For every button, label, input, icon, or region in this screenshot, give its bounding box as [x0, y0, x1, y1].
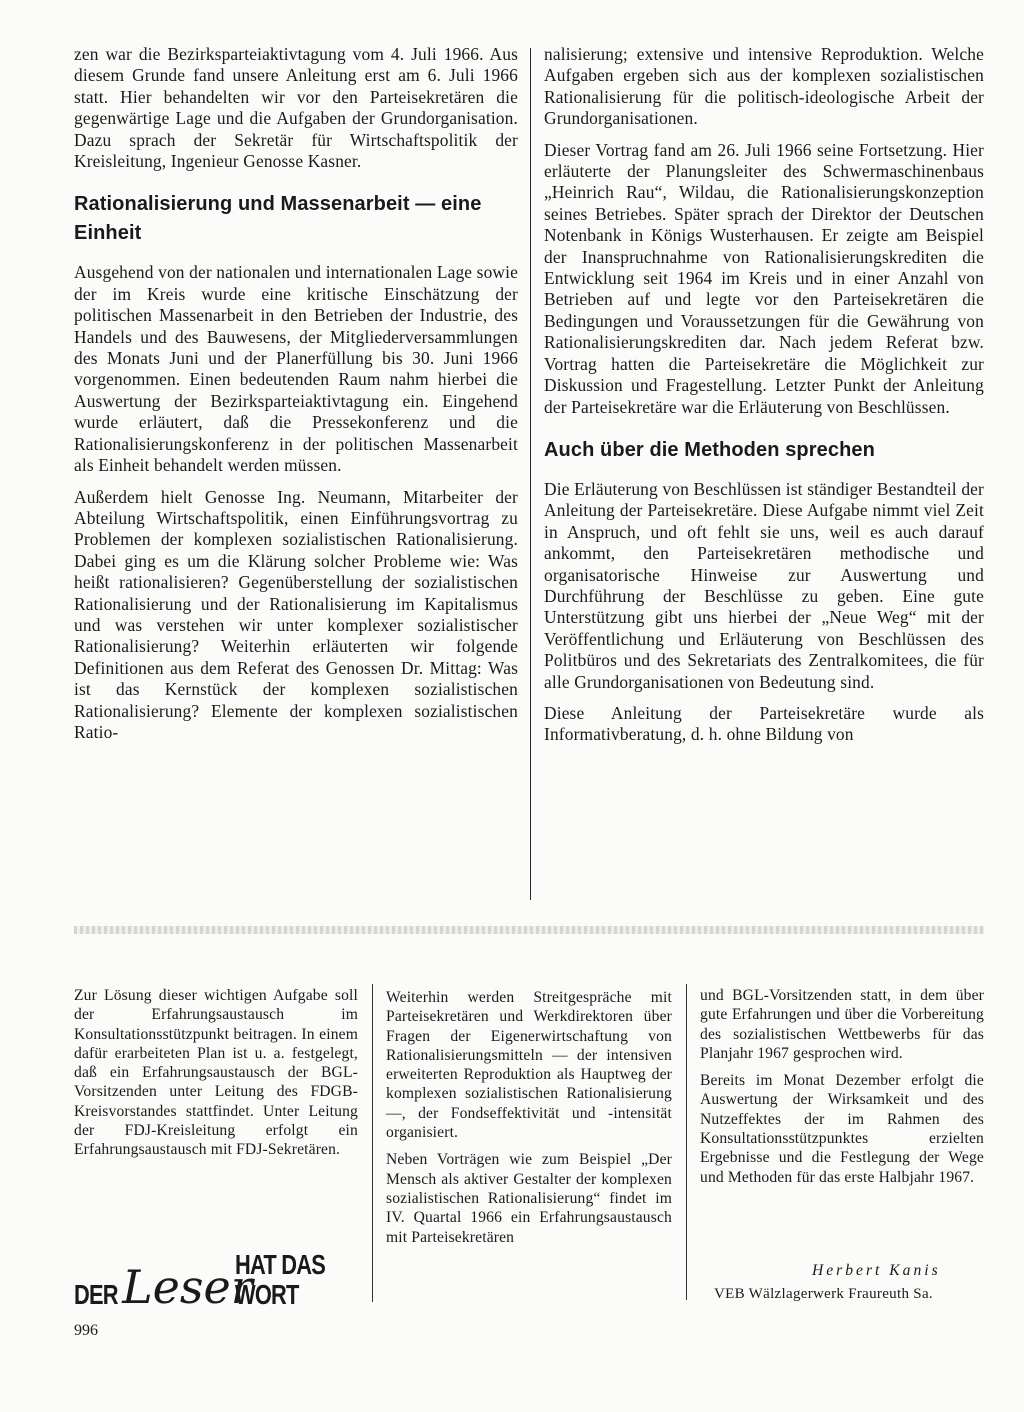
- section-heading: Rationalisierung und Massenarbeit — eine Einheit: [74, 193, 482, 245]
- banner-hat-das-wort: HAT DAS WORT: [234, 1249, 325, 1310]
- paragraph: Dieser Vortrag fand am 26. Juli 1966 seine Fortsetzung. Hier erläuterte der Planungsleiter des Schwermaschinenbaus „Heinrich Rau“, Wildau, die Rationalisierungskonzeption seines Betriebes. Später sprach der Direktor der Deutschen Notenbank in Königs Wusterhausen. Er zeigte am Beispiel der Inanspruchnahme von Rationalisierungskrediten die Entwicklung seit 1964 im Kreis und in einer Anzahl von Betrieben auf und legte vor den Parteisekretären die Bedingungen und Voraussetzungen für die Gewährung von Rationalisierungskrediten dar. Nach jedem Referat bzw. Vortrag hatten die Parteisekretäre die Möglichkeit zur Diskussion und Fragestellung. Letzter Punkt der Anleitung der Parteisekretäre war die Erläuterung von Beschlüssen.: [544, 139, 984, 417]
- column-divider: [686, 984, 687, 1300]
- paragraph: Zur Lösung dieser wichtigen Aufgabe soll der Erfahrungsaustausch im Konsultationsstützpunkt beitragen. In einem dafür erarbeiteten Plan ist u. a. festgelegt, daß ein Erfahrungsaustausch der BGL-Vorsitzenden unter Leitung des FDGB-Kreisvorstandes stattfindet. Unter Leitung der FDJ-Kreisleitung erfolgt ein Erfahrungsaustausch mit FDJ-Sekretären.: [74, 987, 358, 1159]
- top-right-column: [544, 44, 984, 756]
- paragraph: Außerdem hielt Genosse Ing. Neumann, Mitarbeiter der Abteilung Wirtschaftspolitik, einen Einführungsvortrag zu Problemen der komplexen sozialistischen Rationalisierung. Dabei ging es um die Klärung solcher Probleme wie: Was heißt rationalisieren? Gegenüberstellung der sozialistischen Rationalisierung und der Rationalisierung im Kapitalismus und was verstehen wir unter komplexer sozialistischer Rationalisierung? Weiterhin erläuterten wir folgende Definitionen aus dem Referat des Genossen Dr. Mittag: Was ist das Kernstück der komplexen sozialistischen Rationalisierung? Elemente der komplexen sozialistischen Ratio-: [74, 486, 518, 742]
- paragraph: nalisierung; extensive und intensive Reproduktion. Welche Aufgaben ergeben sich aus der komplexen sozialistischen Rationalisierung für die politisch-ideologische Arbeit der Grundorganisationen.: [544, 44, 984, 129]
- paragraph: Diese Anleitung der Parteisekretäre wurde als Informativberatung, d. h. ohne Bildung von: [544, 702, 984, 745]
- bottom-column-1: [74, 986, 358, 1168]
- banner-leser-script: Leser: [122, 1260, 253, 1314]
- bottom-column-3: [700, 986, 984, 1195]
- paragraph: und BGL-Vorsitzenden statt, in dem über gute Erfahrungen und über die Vorbereitung des sozialistischen Wettbewerbs für das Planjahr 1967 gesprochen wird.: [700, 987, 984, 1062]
- paragraph: Bereits im Monat Dezember erfolgt die Auswertung der Wirksamkeit und des Nutzeffektes der im Rahmen des Konsultationsstützpunktes erzielten Ergebnisse und die Festlegung der Wege und Methoden für das erste Halbjahr 1967.: [700, 1072, 984, 1186]
- author-organization: VEB Wälzlagerwerk Fraureuth Sa.: [714, 1286, 933, 1302]
- section-heading: Auch über die Methoden sprechen: [544, 438, 875, 461]
- top-left-column: [74, 44, 518, 753]
- section-separator: [74, 926, 984, 934]
- bottom-column-2: [386, 988, 672, 1255]
- column-divider: [372, 984, 373, 1302]
- author-name: Herbert Kanis: [812, 1262, 941, 1279]
- page-number: 996: [74, 1322, 98, 1339]
- paragraph: Neben Vorträgen wie zum Beispiel „Der Mensch als aktiver Gestalter der komplexen sozialistischen Rationalisierung“ findet im IV. Quartal 1966 ein Erfahrungsaustausch mit Parteisekretären: [386, 1151, 672, 1246]
- column-divider: [530, 48, 531, 900]
- banner-der: DER: [74, 1279, 118, 1310]
- paragraph: Die Erläuterung von Beschlüssen ist ständiger Bestandteil der Anleitung der Parteisekretäre. Diese Aufgabe nimmt viel Zeit in Anspruch, und oft fehlt sie uns, weil es auch darauf ankommt, den Parteisekretären methodische und organisatorische Hinweise zur Auswertung und Durchführung der Beschlüsse zu geben. Eine gute Unterstützung gibt uns hierbei der „Neue Weg“ mit der Veröffentlichung und Erläuterung von Beschlüssen des Politbüros und des Sekretariats des Zentralkomitees, die für alle Grundorganisationen von Bedeutung sind.: [544, 478, 984, 692]
- paragraph: Ausgehend von der nationalen und internationalen Lage sowie der im Kreis wurde eine kritische Einschätzung der politischen Massenarbeit in den Betrieben der Industrie, des Handels und des Bauwesens, der Mitgliederversammlungen des Monats Juni und der Planerfüllung bis 30. Juni 1966 vorgenommen. Einen bedeutenden Raum nahm hierbei die Auswertung der Bezirksparteiaktivtagung ein. Eingehend wurde erläutert, daß die Pressekonferenz und die Rationalisierungskonferenz in der politischen Massenarbeit als Einheit behandelt werden müssen.: [74, 262, 518, 476]
- paragraph: Weiterhin werden Streitgespräche mit Parteisekretären und Werkdirektoren über Fragen der Eigenerwirtschaftung von Rationalisierungsmitteln — der intensiven erweiterten Reproduktion als Hauptweg der komplexen sozialistischen Rationalisierung —, der Fondseffektivität und -intensität organisiert.: [386, 989, 672, 1142]
- der-leser-hat-das-wort-banner: [74, 1249, 354, 1314]
- paragraph: zen war die Bezirksparteiaktivtagung vom 4. Juli 1966. Aus diesem Grunde fand unsere Anleitung erst am 6. Juli 1966 statt. Hier behandelten wir vor den Parteisekretären die gegenwärtige Lage und die Aufgaben der Grundorganisation. Dazu sprach der Sekretär für Wirtschaftspolitik der Kreisleitung, Ingenieur Genosse Kasner.: [74, 44, 518, 172]
